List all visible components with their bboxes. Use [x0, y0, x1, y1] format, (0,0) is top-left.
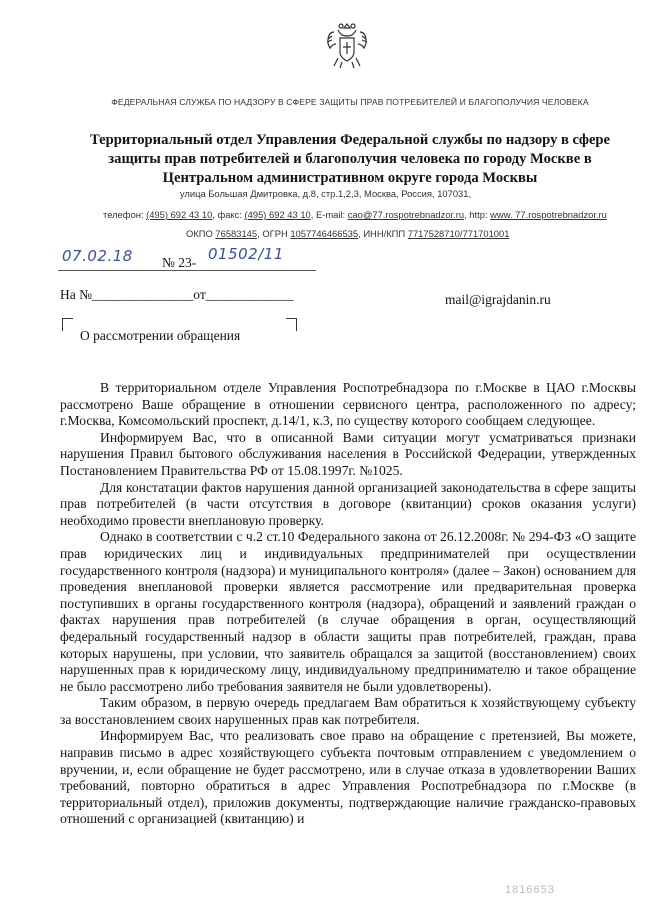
department-title-line-2: защиты прав потребителей и благополучия человека по городу Москве в [108, 151, 592, 167]
registration-number-prefix: № 23- [162, 255, 197, 270]
okpo-label: ОКПО [186, 228, 216, 239]
handwritten-date: 07.02.18 [62, 247, 133, 265]
agency-name: ФЕДЕРАЛЬНАЯ СЛУЖБА ПО НАДЗОРУ В СФЕРЕ ЗАЩИТЫ ПРАВ ПОТРЕБИТЕЛЕЙ И БЛАГОПОЛУЧИЯ ЧЕЛОВЕКА [111, 97, 589, 107]
fax-label: , факс: [212, 209, 245, 220]
ogrn-label: , ОГРН [257, 228, 291, 239]
contact-line [103, 209, 607, 220]
faint-stamp-number: 1816653 [505, 884, 555, 896]
website-link[interactable]: www. 77.rospotrebnadzor.ru [490, 209, 607, 220]
http-label: , http: [464, 209, 491, 220]
inn-label: , ИНН/КПП [358, 228, 408, 239]
fax-number: (495) 692 43 10 [244, 209, 311, 220]
address: улица Большая Дмитровка, д.8, стр.1,2,3, Москва, Россия, 107031, [179, 188, 472, 199]
body-paragraph: Для констатации фактов нарушения данной организацией законодательства в сфере защиты прав потребителей (в части отсутствия в договоре (квитанции) сроков оказания услуги) необходимо провести внеплановую проверку. [60, 479, 636, 528]
registration-underline [58, 270, 316, 271]
department-title [60, 131, 640, 188]
phone-label: телефон: [103, 209, 147, 220]
body-paragraph: В территориальном отделе Управления Роспотребнадзора по г.Москве в ЦАО г.Москвы рассмотрено Ваше обращение в отношении сервисного центра, расположенного по адресу; г.Москва, Комсомольский проспект, д.14/1, к.3, по существу которого сообщаем следующее. [60, 380, 636, 429]
subject-bracket-left [62, 318, 73, 331]
email-label: , E-mail: [310, 209, 348, 220]
body-paragraph: Информируем Вас, что реализовать свое право на обращение с претензией, Вы можете, направив письмо в адрес хозяйствующего субъекта почтовым отправлением с уведомлением о вручении, и, если обращение не будет рассмотрено, или в случае отказа в удовлетворении Ваших требований, повторно обратиться в адрес Управления Роспотребнадзора по г.Москве (в территориальный отдел), приложив документы, подтверждающие наличие гражданско-правовых отношений с организацией (квитанцию) и [60, 728, 636, 827]
department-title-line-1: Территориальный отдел Управления Федеральной службы по надзору в сфере [89, 132, 611, 148]
outgoing-registration [58, 245, 318, 273]
email-link[interactable]: cao@77.rospotrebnadzor.ru [347, 209, 465, 220]
registration-codes [186, 228, 509, 239]
coat-of-arms-icon [324, 18, 370, 70]
phone-link[interactable]: (495) 692 43 10 [146, 209, 213, 220]
subject-line: О рассмотрении обращения [80, 328, 241, 343]
recipient-email: mail@igrajdanin.ru [445, 292, 551, 307]
okpo-value: 76583145 [215, 228, 258, 239]
body-paragraph: Таким образом, в первую очередь предлагаем Вам обратиться к хозяйствующему субъекту за восстановлением своих нарушенных прав как потребителя. [60, 695, 636, 727]
letter-body [60, 380, 636, 828]
reference-line: На №_______________от_____________ [60, 287, 294, 302]
department-title-line-3: Центральном административном округе города Москвы [162, 170, 538, 186]
body-paragraph: Однако в соответствии с ч.2 ст.10 Федерального закона от 26.12.2008г. № 294-ФЗ «О защите прав юридических лиц и индивидуальных предпринимателей при осуществлении государственного контроля (надзора) и муниципального контроля» (далее – Закон) основанием для проведения внеплановой проверки является рассмотрение или предварительная проверка поступивших в органы государственного контроля (надзора), обращений и заявлений граждан о фактах нарушения прав потребителей (в случае обращения в орган, осуществляющий федеральный государственный надзор в области защиты прав потребителей, граждан, права которых нарушены, при условии, что заявитель обращался за защитой (восстановлением) своих нарушенных прав к юридическому лицу, индивидуальному предпринимателю и такое обращение не было рассмотрено либо требования заявителя не были удовлетворены). [60, 529, 636, 694]
subject-bracket-right [286, 318, 297, 331]
ogrn-value: 1057746466535 [290, 228, 359, 239]
handwritten-number: 01502/11 [208, 245, 284, 263]
inn-value: 7717528710/771701001 [407, 228, 510, 239]
body-paragraph: Информируем Вас, что в описанной Вами ситуации могут усматриваться признаки нарушения Правил бытового обслуживания населения в Российской Федерации, утвержденных Постановлением Правительства РФ от 15.08.1997г. №1025. [60, 429, 636, 478]
